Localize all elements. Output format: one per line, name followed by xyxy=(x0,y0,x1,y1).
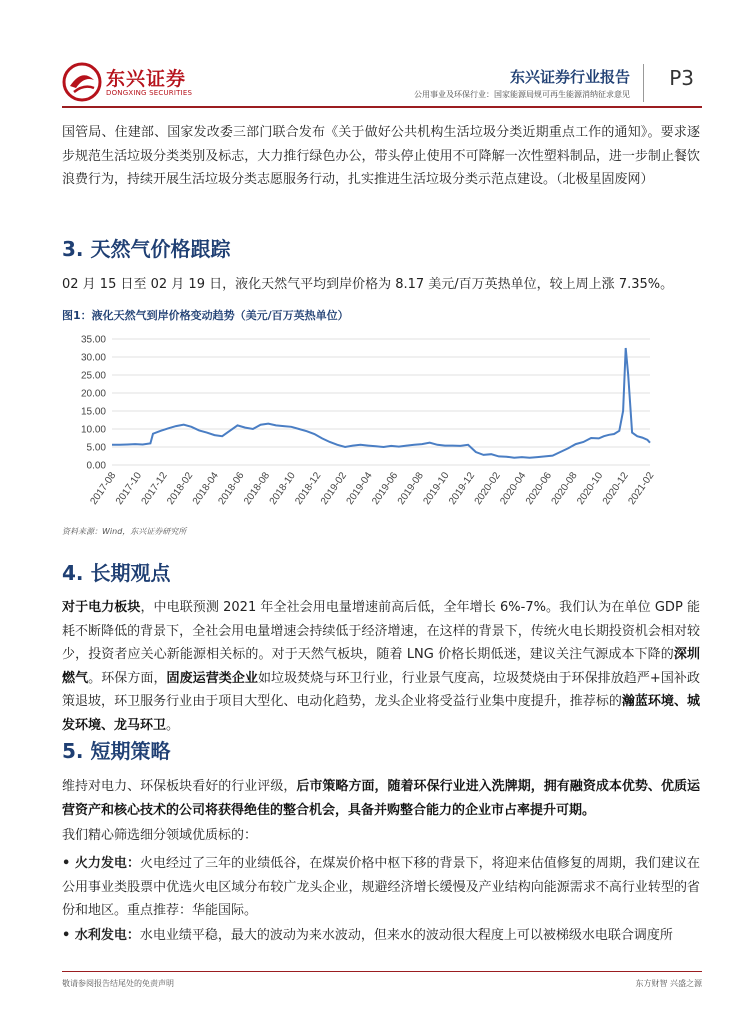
y-tick-label: 10.00 xyxy=(80,424,106,436)
solid-waste-operators: 固废运营类企业 xyxy=(166,670,258,686)
report-title: 东兴证券行业报告 xyxy=(509,68,630,86)
y-tick-label: 25.00 xyxy=(80,370,106,382)
x-tick-label: 2021-02 xyxy=(626,470,657,507)
bullet-hydro-power: • 水利发电：水电业绩平稳，最大的波动为来水波动，但来水的波动很大程度上可以被梯级水电联合调度所 xyxy=(62,928,673,943)
lng-price-line xyxy=(112,348,650,458)
x-tick-label: 2018-08 xyxy=(242,470,273,507)
y-tick-label: 5.00 xyxy=(86,442,106,454)
x-tick-label: 2019-08 xyxy=(395,470,426,507)
footer-disclaimer: 敬请参阅报告结尾处的免责声明 xyxy=(62,979,174,988)
shenzhen-gas: 深圳燃气 xyxy=(62,647,700,686)
x-tick-label: 2020-10 xyxy=(575,470,606,507)
figure-source: 资料来源：Wind，东兴证券研究所 xyxy=(62,527,187,536)
x-tick-label: 2018-10 xyxy=(267,470,298,507)
bullet-thermal-power: • 火力发电：火电经过了三年的业绩低谷，在煤炭价格中枢下移的背景下，将迎来估值修复的周期，我们建议在公用事业类股票中优选火电区域分布较广龙头企业，规避经济增长缓慢及产业结构向能源需求不高行业转型的省份和地区。重点推荐：华能国际。 xyxy=(62,856,700,918)
logo-chinese-name: 东兴证券 xyxy=(106,68,187,90)
x-tick-label: 2019-12 xyxy=(447,470,478,507)
x-tick-label: 2018-06 xyxy=(216,470,247,507)
x-tick-label: 2020-04 xyxy=(498,470,529,507)
chart-y-axis xyxy=(81,335,106,472)
section-5-paragraph: 维持对电力、环保板块看好的行业评级，后市策略方面，随着环保行业进入洗牌期，拥有融资成本优势、优质运营资产和核心技术的公司将获得绝佳的整合机会，具备并购整合能力的企业市占率提升可期。 xyxy=(62,779,700,818)
x-tick-label: 2019-10 xyxy=(421,470,452,507)
footer-slogan: 东方财智 兴盛之源 xyxy=(635,979,702,988)
section-4-heading: 4. 长期观点 xyxy=(62,561,171,585)
logo-english-name: DONGXING SECURITIES xyxy=(106,89,193,97)
strategy-highlight: 后市策略方面，随着环保行业进入洗牌期，拥有融资成本优势、优质运营资产和核心技术的公司将获得绝佳的整合机会，具备并购整合能力的企业市占率提升可期。 xyxy=(62,779,700,818)
x-tick-label: 2020-08 xyxy=(549,470,580,507)
recommended-stocks: 瀚蓝环境、城发环境、龙马环卫 xyxy=(62,694,700,733)
section-3-heading: 3. 天然气价格跟踪 xyxy=(62,237,231,261)
header-rule xyxy=(62,106,702,108)
x-tick-label: 2018-02 xyxy=(165,470,196,507)
chart-x-axis xyxy=(88,470,656,507)
lng-price-chart xyxy=(62,325,662,525)
x-tick-label: 2017-10 xyxy=(114,470,145,507)
page-header xyxy=(62,50,702,110)
x-tick-label: 2018-12 xyxy=(293,470,324,507)
y-tick-label: 15.00 xyxy=(80,406,106,418)
footer-rule xyxy=(62,971,702,972)
x-tick-label: 2018-04 xyxy=(190,470,221,507)
intro-paragraph: 国管局、住建部、国家发改委三部门联合发布《关于做好公共机构生活垃圾分类近期重点工作的通知》。要求逐步规范生活垃圾分类类别及标志，大力推行绿色办公，带头停止使用不可降解一次性塑料制品，进一步制止餐饮浪费行为，持续开展生活垃圾分类志愿服务行动，扎实推进生活垃圾分类示范点建设。（北极星固废网） xyxy=(62,125,700,187)
section-5-heading: 5. 短期策略 xyxy=(62,739,171,763)
company-logo xyxy=(62,62,202,104)
section-3-paragraph: 02 月 15 日至 02 月 19 日，液化天然气平均到岸价格为 8.17 美元/百万英热单位，较上周上涨 7.35%。 xyxy=(62,277,674,292)
selection-intro: 我们精心筛选细分领域优质标的： xyxy=(62,828,258,843)
y-tick-label: 35.00 xyxy=(80,334,106,346)
header-divider xyxy=(643,64,644,102)
x-tick-label: 2019-06 xyxy=(370,470,401,507)
x-tick-label: 2020-06 xyxy=(523,470,554,507)
x-tick-label: 2020-02 xyxy=(472,470,503,507)
x-tick-label: 2019-04 xyxy=(344,470,375,507)
section-4-paragraph: 对于电力板块，中电联预测 2021 年全社会用电量增速前高后低，全年增长 6%-7%。我们认为在单位 GDP 能耗不断降低的背景下，全社会用电量增速会持续低于经济增速，在这样的背景下，传统火电长期投资机会相对较少，投资者应关心新能源相关标的。对于天然气板块，随着 LNG 价格长期低迷，建议关注气源成本下降的深圳燃气。环保方面，固废运营类企业如垃圾焚烧与环卫行业，行业景气度高，垃圾焚烧由于环保排放趋严+国补政策退坡，环卫服务行业由于项目大型化、电动化趋势，龙头企业将受益行业集中度提升，推荐标的瀚蓝环境、城发环境、龙马环卫。 xyxy=(62,600,700,733)
report-subtitle: 公用事业及环保行业：国家能源局规可再生能源消纳征求意见 xyxy=(414,90,630,99)
x-tick-label: 2017-12 xyxy=(139,470,170,507)
page-number: P3 xyxy=(669,66,694,90)
figure-1-title: 图1：液化天然气到岸价格变动趋势（美元/百万英热单位） xyxy=(62,309,349,322)
y-tick-label: 20.00 xyxy=(80,388,106,400)
power-sector-lead: 对于电力板块 xyxy=(62,600,141,615)
x-tick-label: 2020-12 xyxy=(600,470,631,507)
y-tick-label: 30.00 xyxy=(80,352,106,364)
x-tick-label: 2017-08 xyxy=(88,470,119,507)
y-tick-label: 0.00 xyxy=(86,460,106,472)
x-tick-label: 2019-02 xyxy=(318,470,350,507)
dongxing-logo-icon xyxy=(62,62,102,102)
